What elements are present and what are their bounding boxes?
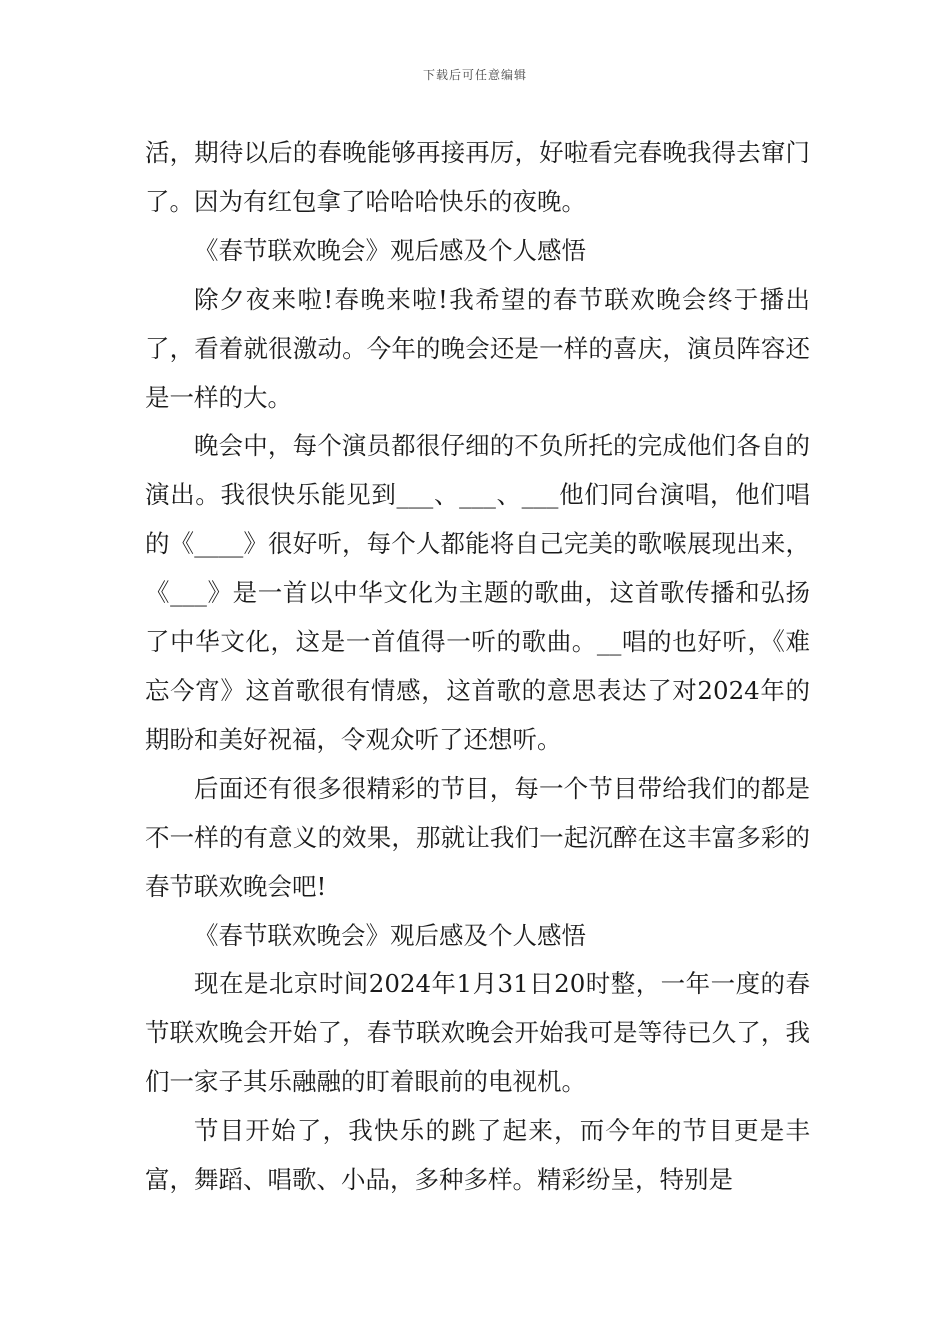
paragraph-continuation: 活，期待以后的春晚能够再接再厉，好啦看完春晚我得去窜门了。因为有红包拿了哈哈哈快乐的夜晚。 [145,138,810,216]
paragraph: 后面还有很多很精彩的节目，每一个节目带给我们的都是不一样的有意义的效果，那就让我们一起沉醉在这丰富多彩的春节联欢晚会吧! [145,773,810,901]
document-body [145,129,810,1205]
page-header: 下载后可任意编辑 [422,68,527,82]
paragraph: 除夕夜来啦!春晚来啦!我希望的春节联欢晚会终于播出了，看着就很激动。今年的晚会还是一样的喜庆，演员阵容还是一样的大。 [145,284,810,412]
section-heading: 《春节联欢晚会》观后感及个人感悟 [194,920,586,950]
section-heading: 《春节联欢晚会》观后感及个人感悟 [194,235,586,265]
paragraph: 节目开始了，我快乐的跳了起来，而今年的节目更是丰富，舞蹈、唱歌、小品，多种多样。精彩纷呈，特别是 [145,1116,810,1195]
paragraph: 现在是北京时间2024年1月31日20时整，一年一度的春节联欢晚会开始了，春节联欢晚会开始我可是等待已久了，我们一家子其乐融融的盯着眼前的电视机。 [145,969,810,1097]
paragraph: 晚会中，每个演员都很仔细的不负所托的完成他们各自的演出。我很快乐能见到___、___、___他们同台演唱，他们唱的《____》很好听，每个人都能将自己完美的歌喉展现出来，《___》是一首以中华文化为主题的歌曲，这首歌传播和弘扬了中华文化，这是一首值得一听的歌曲。__唱的也好听，《难忘今宵》这首歌很有情感，这首歌的意思表达了对2024年的期盼和美好祝福，令观众听了还想听。 [145,431,810,754]
